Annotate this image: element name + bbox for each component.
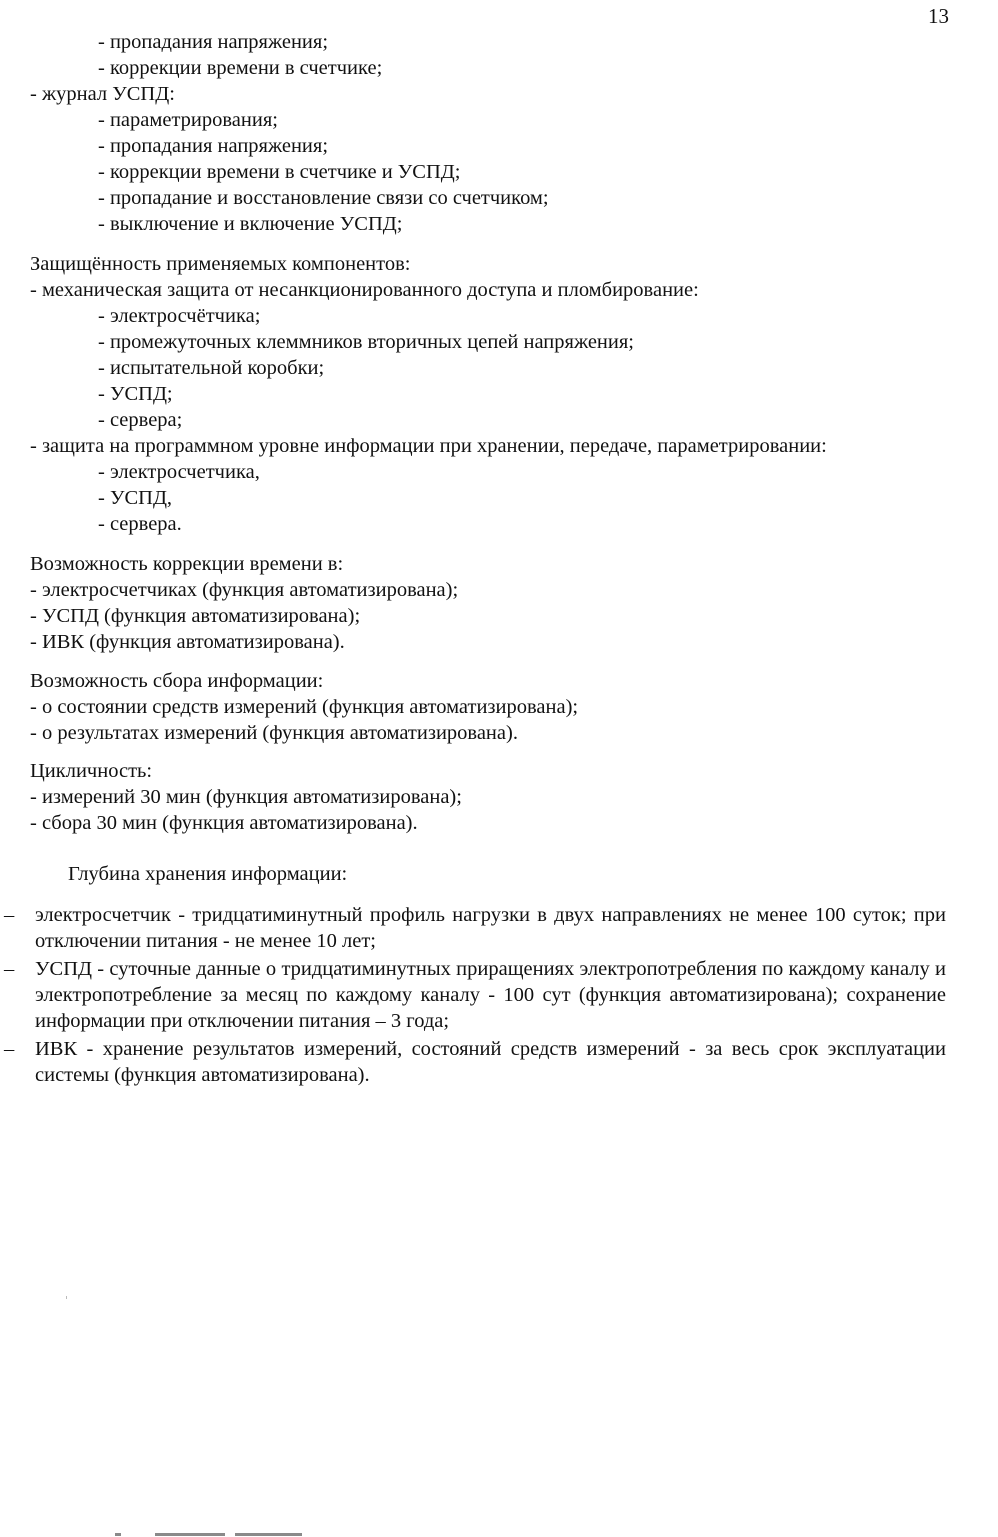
list-item: Возможность коррекции времени в: — [30, 553, 344, 575]
list-subitem: - коррекции времени в счетчике; — [98, 57, 383, 79]
list-item: Цикличность: — [30, 760, 153, 782]
list-item: - о состоянии средств измерений (функция автоматизирована); — [30, 696, 579, 718]
list-item: - сбора 30 мин (функция автоматизирована). — [30, 812, 418, 834]
list-item: - о результатах измерений (функция автоматизирована). — [30, 722, 518, 744]
scan-speck — [66, 1296, 67, 1299]
list-item: Возможность сбора информации: — [30, 670, 324, 692]
list-subitem: - электросчетчика, — [98, 461, 260, 483]
list-item: - УСПД (функция автоматизирована); — [30, 605, 361, 627]
list-item: - журнал УСПД: — [30, 83, 175, 105]
list-item: - ИВК (функция автоматизирована). — [30, 631, 345, 653]
storage-heading: Глубина хранения информации: — [68, 863, 348, 885]
list-item: - электросчетчиках (функция автоматизирована); — [30, 579, 459, 601]
list-item: - защита на программном уровне информации при хранении, передаче, параметрировании: — [30, 435, 827, 457]
scan-edge-marks — [0, 1533, 998, 1537]
list-subitem: - выключение и включение УСПД; — [98, 213, 403, 235]
list-subitem: - испытательной коробки; — [98, 357, 325, 379]
list-subitem: - пропадания напряжения; — [98, 135, 329, 157]
page-number: 13 — [928, 4, 949, 28]
list-subitem: - пропадания напряжения; — [98, 31, 329, 53]
list-item: - измерений 30 мин (функция автоматизирована); — [30, 786, 462, 808]
list-subitem: - сервера; — [98, 409, 183, 431]
list-item: Защищённость применяемых компонентов: — [30, 253, 411, 275]
list-subitem: - коррекции времени в счетчике и УСПД; — [98, 161, 461, 183]
dash-bullet: – — [4, 958, 15, 980]
list-subitem: - электросчётчика; — [98, 305, 261, 327]
storage-item-text: ИВК - хранение результатов измерений, состояний средств измерений - за весь срок эксплуатации системы (функция автоматизирована). — [35, 1038, 946, 1086]
list-item: - механическая защита от несанкционированного доступа и пломбирование: — [30, 279, 699, 301]
list-subitem: - пропадание и восстановление связи со счетчиком; — [98, 187, 549, 209]
list-subitem: - параметрирования; — [98, 109, 278, 131]
storage-item-text: электросчетчик - тридцатиминутный профиль нагрузки в двух направлениях не менее 100 суток; при отключении питания - не менее 10 лет; — [35, 904, 946, 952]
dash-bullet: – — [4, 904, 15, 926]
list-subitem: - УСПД; — [98, 383, 173, 405]
list-subitem: - УСПД, — [98, 487, 173, 509]
list-subitem: - промежуточных клеммников вторичных цепей напряжения; — [98, 331, 635, 353]
storage-item-text: УСПД - суточные данные о тридцатиминутных приращениях электропотребления по каждому каналу и электропотребление за месяц по каждому каналу - 100 сут (функция автоматизирована); сохранение информации при отключении питания – 3 года; — [35, 958, 946, 1032]
dash-bullet: – — [4, 1038, 15, 1060]
list-subitem: - сервера. — [98, 513, 182, 535]
